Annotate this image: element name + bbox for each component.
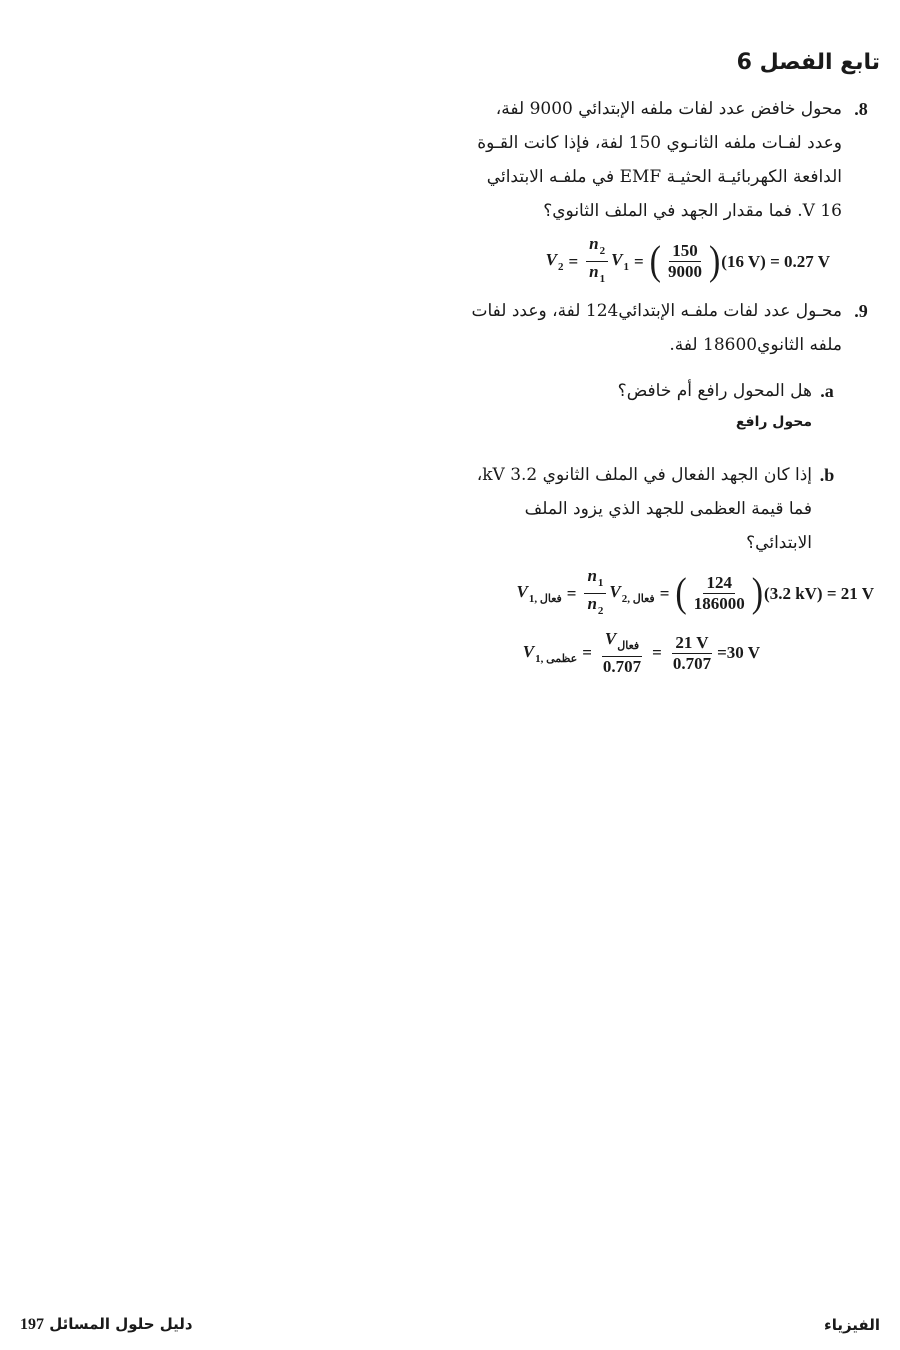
footer-subject: الفيزياء: [824, 1316, 880, 1334]
turns-ratio-fraction: $\frac{n_1}{n_2}$: [584, 566, 606, 621]
problem-8: [470, 92, 880, 289]
numeric-fraction: $\frac{21 V}{0.707}$: [672, 632, 712, 673]
guide-title: دليل حلول المسائل: [49, 1315, 193, 1333]
part-label: .b: [819, 465, 835, 485]
eq-result: =30 V: [717, 643, 760, 662]
part-question: إذا كان الجهد الفعال في الملف الثانوي 3.2 kV، فما قيمة العظمى للجهد الذي يزود الملف الابتدائي؟: [476, 465, 812, 553]
eq-result: (16 V) = 0.27 V: [721, 251, 830, 271]
part-a: [470, 374, 842, 408]
turns-ratio-fraction: $\frac{n_2}{n_1}$: [586, 234, 608, 289]
numeric-fraction: $\frac{124}{186000}$: [693, 573, 745, 613]
part-label: .a: [820, 381, 834, 401]
problem-9: [470, 294, 880, 677]
problem-text: محـول عدد لفات ملفـه الإبتدائي124 لفة، وعدد لفات ملفه الثانوي18600 لفة.: [471, 301, 842, 355]
problem-number: .8: [854, 99, 868, 119]
eq-result: (3.2 kV) = 21 V: [764, 583, 874, 603]
problem-number: .9: [854, 301, 868, 321]
effective-over-factor-fraction: $\frac{V_{فعال}}{0.707}$: [602, 629, 642, 676]
numeric-fraction: $\frac{150}{9000}$: [667, 241, 702, 281]
part-b: [470, 458, 842, 560]
page-number: 197: [20, 1316, 44, 1333]
equation-primary-effective-voltage: $V_{1, فعال}$ = $\frac{n_1}{n_2}$ $V_{2, فعال}$ = ( $\frac{124}{186000}$ ) (3.2 kV) = 21 V: [470, 566, 874, 621]
eq-lhs: $V_2$: [545, 250, 564, 273]
part-a-answer: محول رافع: [735, 414, 812, 430]
page-heading: تابع الفصل 6: [736, 50, 880, 75]
equation-primary-max-voltage: $V_{1, عظمى}$ = $\frac{V_{فعال}}{0.707}$ = $\frac{21 V}{0.707}$ =30 V: [522, 629, 760, 676]
footer-guide: [10, 1315, 193, 1334]
part-question: هل المحول رافع أم خافض؟: [617, 381, 812, 401]
problem-text: محول خافض عدد لفات ملفه الإبتدائي 9000 لفة، وعدد لفـات ملفه الثانـوي 150 لفة، فإذا كانت القـوة الدافعة الكهربائيـة الحثيـة EMF في ملفـه الابتدائي 16 V. فما مقدار الجهد في الملف الثانوي؟: [477, 99, 842, 221]
eq-mid: $V_1$: [611, 250, 629, 273]
equation-secondary-voltage: $V_2$ = $\frac{n_2}{n_1}$ $V_1$ = ( $\frac{150}{9000}$ ) (16 V) = 0.27 V: [470, 234, 830, 289]
